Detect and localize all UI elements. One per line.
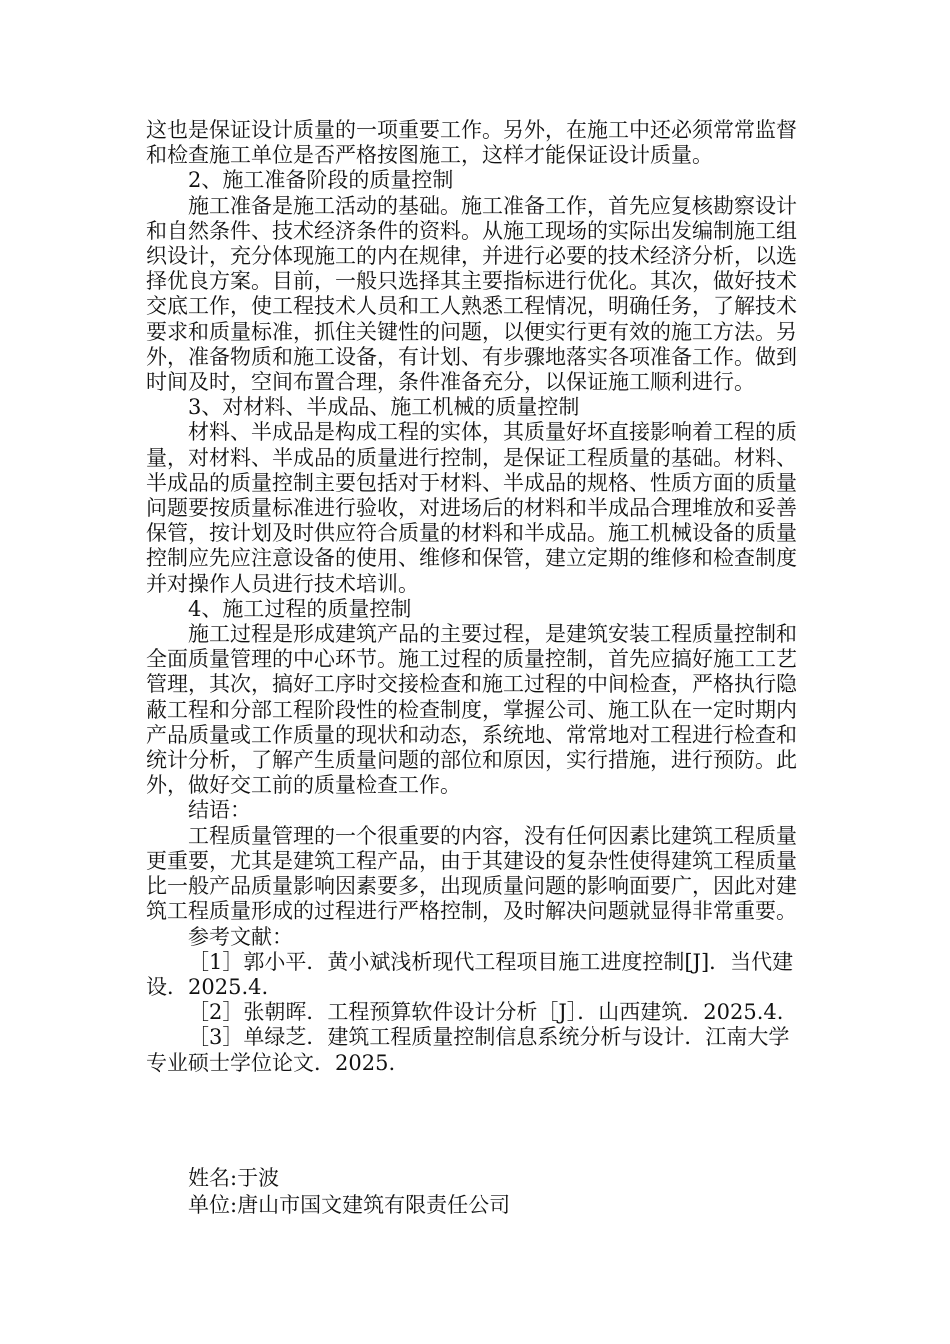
reference-item: ［2］张朝晖．工程预算软件设计分析［J］．山西建筑．2025.4. bbox=[188, 1000, 784, 1025]
references-heading: 参考文献： bbox=[188, 924, 293, 949]
author-signature bbox=[146, 1165, 798, 1219]
paragraph-materials: 材料、半成品是构成工程的实体，其质量好坏直接影响着工程的质量，对材料、半成品的质量进行控制，是保证工程质量的基础。材料、半成品的质量控制主要包括对于材料、半成品的规格、性质方面的质量问题要按质量标准进行验收，对进场后的材料和半成品合理堆放和妥善保管，按计划及时供应符合质量的材料和半成品。施工机械设备的质量控制应先应注意设备的使用、维修和保管，建立定期的维修和检查制度并对操作人员进行技术培训。 bbox=[146, 420, 797, 596]
paragraph-process: 施工过程是形成建筑产品的主要过程，是建筑安装工程质量控制和全面质量管理的中心环节。施工过程的质量控制，首先应搞好施工工艺管理，其次，搞好工序时交接检查和施工过程的中间检查，严格执行隐蔽工程和分部工程阶段性的检查制度，掌握公司、施工队在一定时期内产品质量或工作质量的现状和动态，系统地、常常地对工程进行检查和统计分析，了解产生质量问题的部位和原因，实行措施，进行预防。此外，做好交工前的质量检查工作。 bbox=[146, 622, 797, 798]
author-name: 姓名:于波 bbox=[188, 1166, 280, 1190]
section-heading-3: 3、对材料、半成品、施工机械的质量控制 bbox=[188, 395, 580, 420]
reference-item: ［3］单绿芝．建筑工程质量控制信息系统分析与设计．江南大学专业硕士学位论文．2025. bbox=[146, 1025, 790, 1075]
paragraph-continuation: 这也是保证设计质量的一项重要工作。另外，在施工中还必须常常监督和检查施工单位是否严格按图施工，这样才能保证设计质量。 bbox=[146, 118, 797, 168]
section-heading-4: 4、施工过程的质量控制 bbox=[188, 596, 412, 621]
conclusion-heading: 结语： bbox=[188, 798, 251, 823]
author-unit: 单位:唐山市国文建筑有限责任公司 bbox=[188, 1193, 511, 1217]
document-body bbox=[146, 118, 798, 1076]
paragraph-conclusion: 工程质量管理的一个很重要的内容，没有任何因素比建筑工程质量更重要，尤其是建筑工程产品，由于其建设的复杂性使得建筑工程质量比一般产品质量影响因素要多，出现质量问题的影响面要广，因此对建筑工程质量形成的过程进行严格控制，及时解决问题就显得非常重要。 bbox=[146, 823, 797, 924]
paragraph-construction-prep: 施工准备是施工活动的基础。施工准备工作，首先应复核勘察设计和自然条件、技术经济条件的资料。从施工现场的实际出发编制施工组织设计，充分体现施工的内在规律，并进行必要的技术经济分析，以选择优良方案。目前，一般只选择其主要指标进行优化。其次，做好技术交底工作，使工程技术人员和工人熟悉工程情况，明确任务，了解技术要求和质量标准，抓住关键性的问题，以便实行更有效的施工方法。另外，准备物质和施工设备，有计划、有步骤地落实各项准备工作。做到时间及时，空间布置合理，条件准备充分，以保证施工顺利进行。 bbox=[146, 193, 797, 395]
section-heading-2: 2、施工准备阶段的质量控制 bbox=[188, 168, 454, 193]
reference-item: ［1］郭小平．黄小斌浅析现代工程项目施工进度控制[J]．当代建设．2025.4. bbox=[146, 949, 794, 999]
